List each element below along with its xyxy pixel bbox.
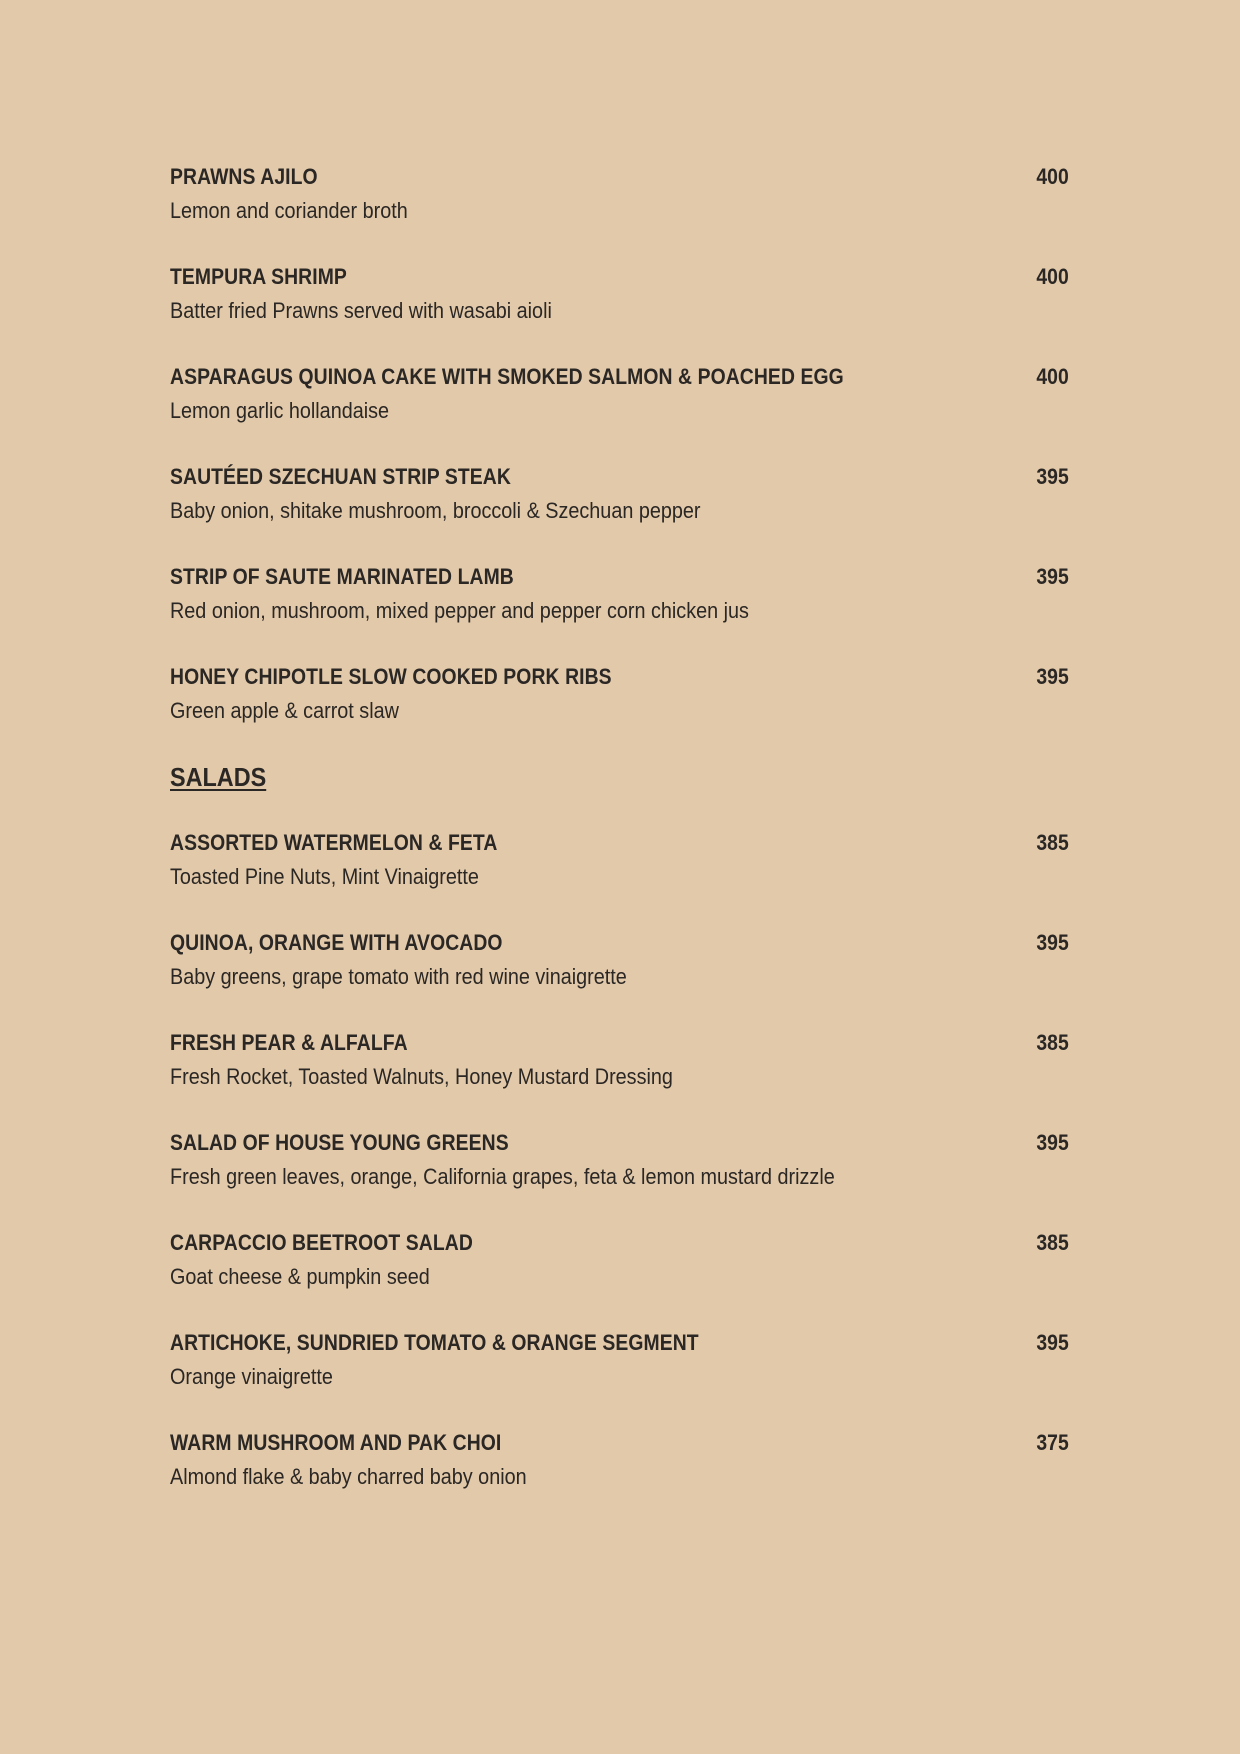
menu-item bbox=[170, 263, 1069, 363]
item-name: ASSORTED WATERMELON & FETA bbox=[170, 830, 498, 855]
item-name: ARTICHOKE, SUNDRIED TOMATO & ORANGE SEGMENT bbox=[170, 1330, 699, 1355]
menu-item bbox=[170, 363, 1069, 463]
item-price: 395 bbox=[1036, 464, 1069, 489]
menu-item bbox=[170, 1429, 1069, 1529]
item-description: Baby greens, grape tomato with red wine vinaigrette bbox=[170, 964, 627, 989]
menu-item bbox=[170, 1229, 1069, 1329]
menu-section-salads bbox=[170, 759, 1069, 1529]
menu-item bbox=[170, 463, 1069, 563]
menu-item bbox=[170, 829, 1069, 929]
item-price: 400 bbox=[1036, 264, 1069, 289]
menu-item bbox=[170, 1029, 1069, 1129]
item-name: ASPARAGUS QUINOA CAKE WITH SMOKED SALMON & POACHED EGG bbox=[170, 364, 844, 389]
item-name: PRAWNS AJILO bbox=[170, 164, 318, 189]
item-price: 395 bbox=[1036, 564, 1069, 589]
section-heading-text: SALADS bbox=[170, 762, 267, 792]
item-description: Baby onion, shitake mushroom, broccoli & Szechuan pepper bbox=[170, 498, 701, 523]
item-price: 395 bbox=[1036, 1330, 1069, 1355]
item-description: Orange vinaigrette bbox=[170, 1364, 333, 1389]
item-price: 385 bbox=[1036, 830, 1069, 855]
item-price: 395 bbox=[1036, 664, 1069, 689]
menu-item bbox=[170, 663, 1069, 763]
item-price: 375 bbox=[1036, 1430, 1069, 1455]
item-description: Fresh Rocket, Toasted Walnuts, Honey Mustard Dressing bbox=[170, 1064, 673, 1089]
item-description: Batter fried Prawns served with wasabi aioli bbox=[170, 298, 552, 323]
menu-item bbox=[170, 1129, 1069, 1229]
section-heading bbox=[170, 759, 1069, 829]
item-description: Goat cheese & pumpkin seed bbox=[170, 1264, 430, 1289]
item-name: WARM MUSHROOM AND PAK CHOI bbox=[170, 1430, 502, 1455]
menu-item bbox=[170, 1329, 1069, 1429]
item-description: Fresh green leaves, orange, California grapes, feta & lemon mustard drizzle bbox=[170, 1164, 835, 1189]
item-price: 395 bbox=[1036, 930, 1069, 955]
item-name: HONEY CHIPOTLE SLOW COOKED PORK RIBS bbox=[170, 664, 612, 689]
item-description: Red onion, mushroom, mixed pepper and pepper corn chicken jus bbox=[170, 598, 749, 623]
item-name: SALAD OF HOUSE YOUNG GREENS bbox=[170, 1130, 509, 1155]
menu-item bbox=[170, 563, 1069, 663]
item-name: SAUTÉED SZECHUAN STRIP STEAK bbox=[170, 464, 511, 489]
item-price: 385 bbox=[1036, 1230, 1069, 1255]
item-price: 395 bbox=[1036, 1130, 1069, 1155]
menu-item bbox=[170, 929, 1069, 1029]
item-description: Lemon and coriander broth bbox=[170, 198, 408, 223]
item-description: Lemon garlic hollandaise bbox=[170, 398, 390, 423]
item-name: FRESH PEAR & ALFALFA bbox=[170, 1030, 408, 1055]
item-name: CARPACCIO BEETROOT SALAD bbox=[170, 1230, 473, 1255]
item-description: Green apple & carrot slaw bbox=[170, 698, 399, 723]
menu-item bbox=[170, 163, 1069, 263]
item-price: 400 bbox=[1036, 164, 1069, 189]
menu-section-mains bbox=[170, 163, 1069, 763]
item-description: Almond flake & baby charred baby onion bbox=[170, 1464, 527, 1489]
item-name: STRIP OF SAUTE MARINATED LAMB bbox=[170, 564, 514, 589]
item-price: 400 bbox=[1036, 364, 1069, 389]
item-name: TEMPURA SHRIMP bbox=[170, 264, 347, 289]
item-price: 385 bbox=[1036, 1030, 1069, 1055]
salads-list bbox=[170, 829, 1069, 1529]
item-description: Toasted Pine Nuts, Mint Vinaigrette bbox=[170, 864, 479, 889]
item-name: QUINOA, ORANGE WITH AVOCADO bbox=[170, 930, 503, 955]
